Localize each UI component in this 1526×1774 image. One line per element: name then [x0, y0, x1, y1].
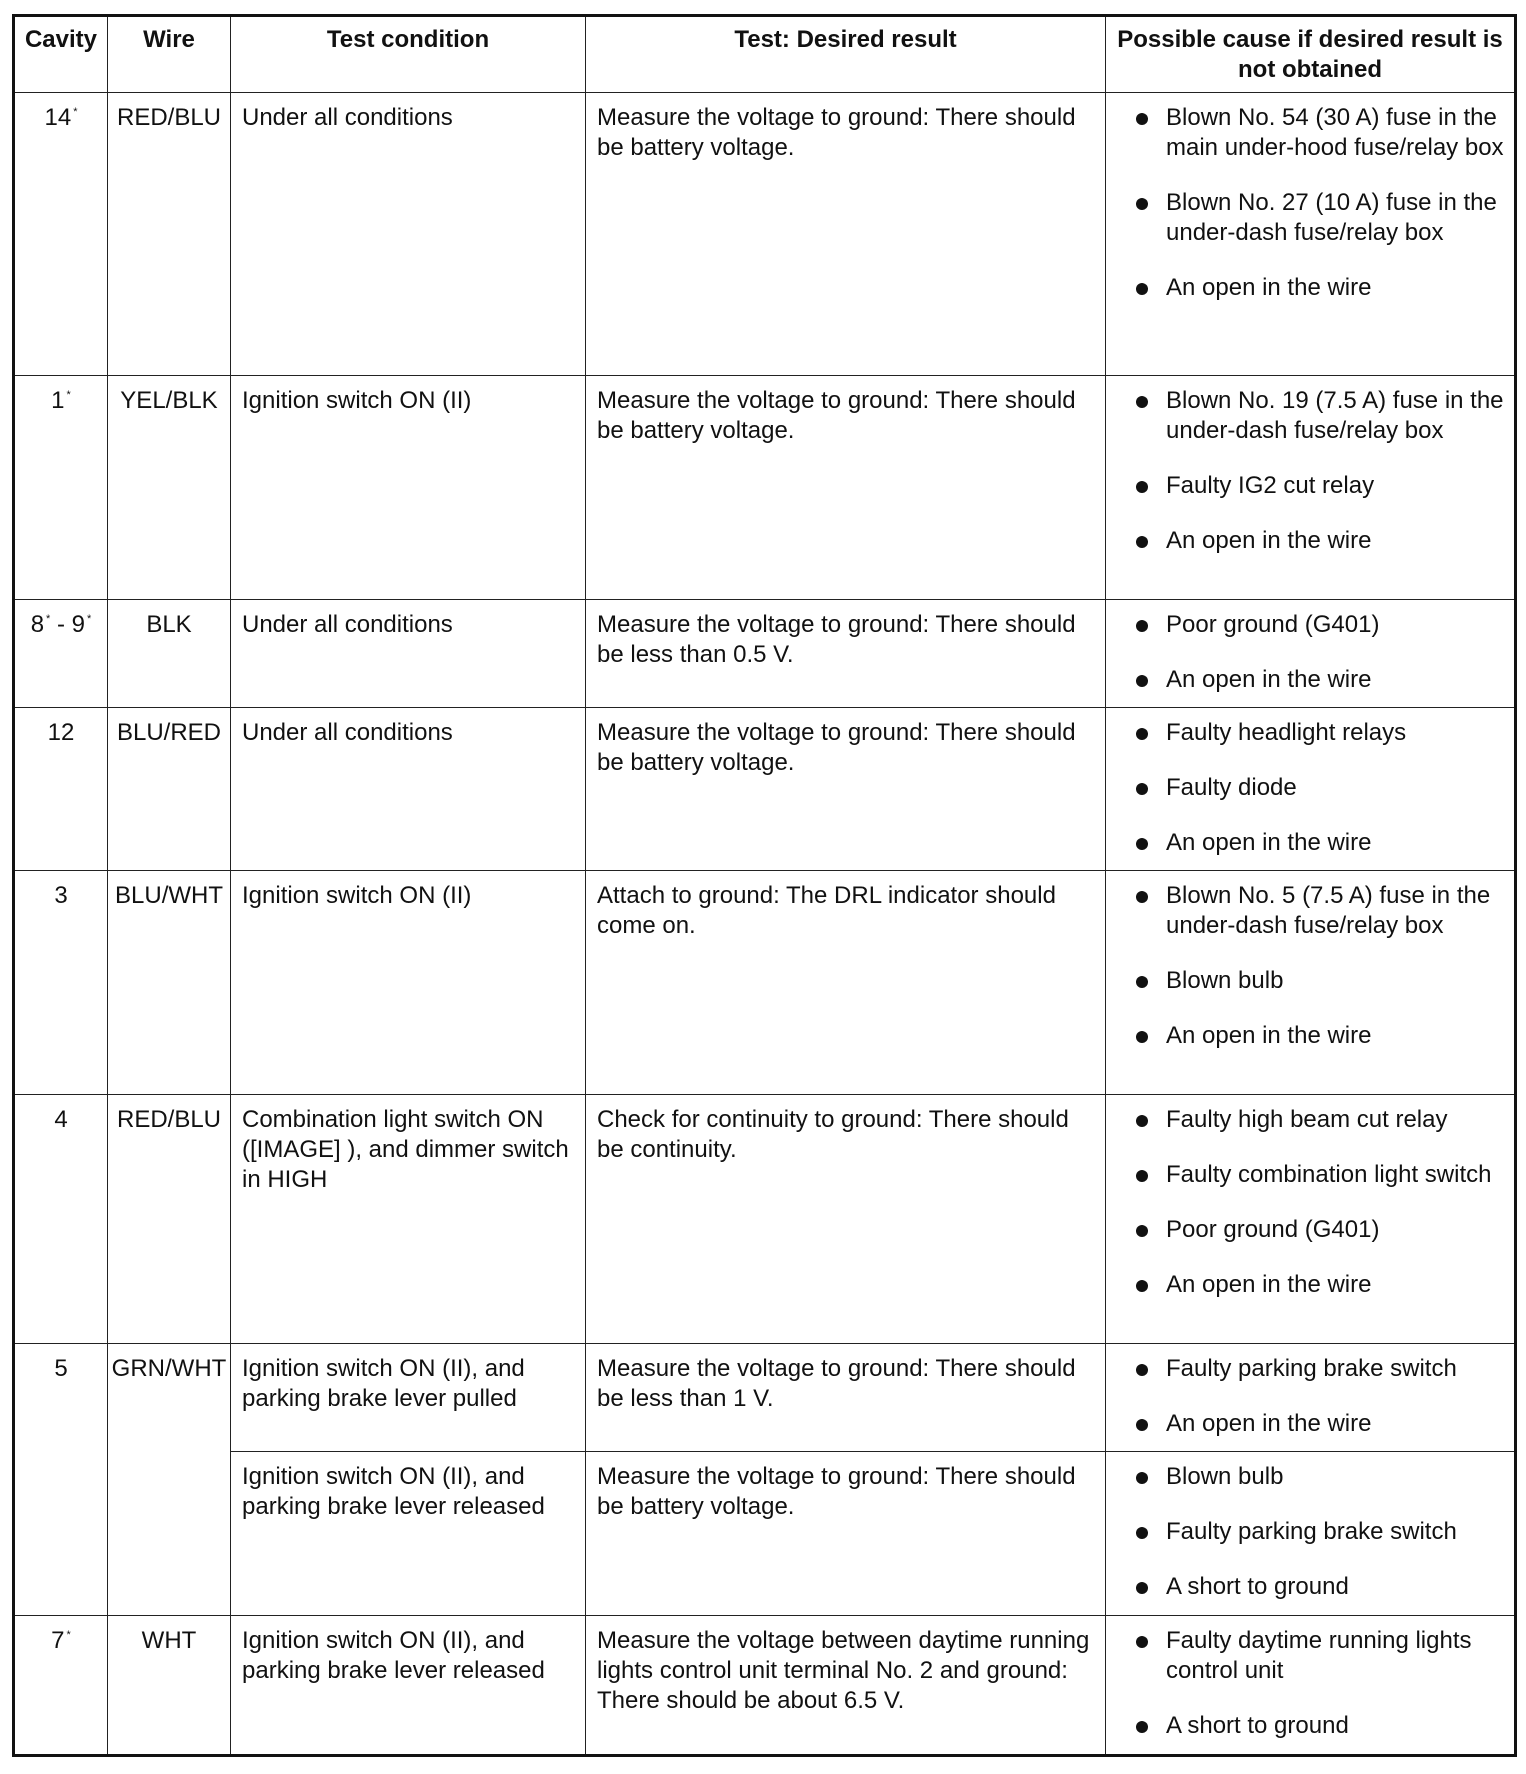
cause-text: Blown bulb [1166, 1463, 1284, 1490]
result-cell: Measure the voltage to ground: There should be battery voltage. [586, 93, 1106, 376]
cavity-number: 8 [30, 611, 45, 638]
cause-list [1126, 386, 1506, 556]
result-cell: Measure the voltage to ground: There should be battery voltage. [586, 1452, 1106, 1616]
cause-item [1126, 828, 1506, 858]
cause-text: Faulty daytime running lights control unit [1166, 1627, 1472, 1684]
cause-text: Blown No. 5 (7.5 A) fuse in the under-dash fuse/relay box [1166, 882, 1491, 939]
wire-cell: BLK [108, 600, 231, 708]
wire-cell: BLU/WHT [108, 871, 231, 1095]
cavity-cell [14, 93, 108, 376]
condition-cell: Under all conditions [231, 708, 586, 871]
cause-cell [1106, 871, 1516, 1095]
cause-item [1126, 471, 1506, 501]
bullet-icon [1136, 783, 1148, 795]
cause-item [1126, 1462, 1506, 1492]
cause-item [1126, 1517, 1506, 1547]
bullet-icon [1136, 1170, 1148, 1182]
cause-text: Faulty headlight relays [1166, 719, 1407, 746]
cavity-cell [14, 376, 108, 600]
cause-text: An open in the wire [1166, 274, 1372, 301]
cause-item [1126, 188, 1506, 248]
header-possible-cause: Possible cause if desired result is not obtained [1106, 16, 1516, 93]
cause-text: An open in the wire [1166, 666, 1372, 693]
cause-text: Faulty high beam cut relay [1166, 1106, 1448, 1133]
bullet-icon [1136, 113, 1148, 125]
cause-cell [1106, 1616, 1516, 1756]
cause-list [1126, 1626, 1506, 1741]
cause-text: Blown bulb [1166, 967, 1284, 994]
cause-item [1126, 1160, 1506, 1190]
cavity-separator: - [50, 611, 72, 638]
cause-item [1126, 1270, 1506, 1300]
condition-cell: Combination light switch ON ([IMAGE] ), and dimmer switch in HIGH [231, 1095, 586, 1344]
bullet-icon [1136, 1582, 1148, 1594]
result-cell: Measure the voltage between daytime running lights control unit terminal No. 2 and ground: There should be about 6.5 V. [586, 1616, 1106, 1756]
result-cell: Measure the voltage to ground: There should be battery voltage. [586, 708, 1106, 871]
cavity-number: 12 [47, 719, 75, 746]
cause-item [1126, 103, 1506, 163]
cavity-mark: * [66, 1629, 71, 1641]
table-row [14, 1344, 1516, 1452]
wire-cell: RED/BLU [108, 93, 231, 376]
cavity-number: 1 [51, 387, 65, 414]
bullet-icon [1136, 675, 1148, 687]
cause-text: An open in the wire [1166, 1271, 1372, 1298]
cavity-number: 5 [54, 1355, 68, 1382]
cause-list [1126, 881, 1506, 1051]
cause-item [1126, 773, 1506, 803]
cavity-cell [14, 1095, 108, 1344]
cause-item [1126, 966, 1506, 996]
bullet-icon [1136, 620, 1148, 632]
bullet-icon [1136, 728, 1148, 740]
cause-item [1126, 273, 1506, 303]
cause-item [1126, 1626, 1506, 1686]
cause-item [1126, 1215, 1506, 1245]
cause-list [1126, 103, 1506, 303]
condition-cell: Under all conditions [231, 93, 586, 376]
bullet-icon [1136, 1527, 1148, 1539]
cause-cell [1106, 708, 1516, 871]
cause-text: Blown No. 27 (10 A) fuse in the under-dash fuse/relay box [1166, 189, 1497, 246]
troubleshooting-table [12, 14, 1517, 1757]
cause-text: An open in the wire [1166, 1022, 1372, 1049]
header-cavity: Cavity [14, 16, 108, 93]
bullet-icon [1136, 976, 1148, 988]
cause-text: Poor ground (G401) [1166, 611, 1380, 638]
bullet-icon [1136, 1472, 1148, 1484]
cause-item [1126, 1354, 1506, 1384]
cause-item [1126, 1572, 1506, 1602]
wire-cell: YEL/BLK [108, 376, 231, 600]
cause-item [1126, 1711, 1506, 1741]
cavity-number: 3 [54, 882, 68, 909]
cavity-cell [14, 708, 108, 871]
condition-cell: Ignition switch ON (II) [231, 871, 586, 1095]
table-row [14, 1095, 1516, 1344]
table-row [14, 376, 1516, 600]
cause-list [1126, 1354, 1506, 1439]
cause-item [1126, 718, 1506, 748]
cause-list [1126, 718, 1506, 858]
cause-text: A short to ground [1166, 1573, 1349, 1600]
cause-text: Faulty combination light switch [1166, 1161, 1492, 1188]
cause-text: A short to ground [1166, 1712, 1349, 1739]
cause-item [1126, 1105, 1506, 1135]
cause-cell [1106, 93, 1516, 376]
bullet-icon [1136, 481, 1148, 493]
cause-cell [1106, 376, 1516, 600]
cause-text: Blown No. 19 (7.5 A) fuse in the under-dash fuse/relay box [1166, 387, 1504, 444]
cause-cell [1106, 1095, 1516, 1344]
cause-text: Blown No. 54 (30 A) fuse in the main under-hood fuse/relay box [1166, 104, 1504, 161]
cause-text: Faulty parking brake switch [1166, 1355, 1457, 1382]
cavity-cell [14, 600, 108, 708]
cause-item [1126, 1409, 1506, 1439]
cause-list [1126, 1105, 1506, 1300]
bullet-icon [1136, 1721, 1148, 1733]
bullet-icon [1136, 1419, 1148, 1431]
wire-cell: BLU/RED [108, 708, 231, 871]
wire-cell: GRN/WHT [108, 1344, 231, 1616]
cause-text: Poor ground (G401) [1166, 1216, 1380, 1243]
condition-cell: Ignition switch ON (II) [231, 376, 586, 600]
result-cell: Measure the voltage to ground: There should be less than 0.5 V. [586, 600, 1106, 708]
cause-text: An open in the wire [1166, 527, 1372, 554]
cavity-number: 7 [51, 1627, 65, 1654]
cavity-cell [14, 1344, 108, 1616]
result-cell: Check for continuity to ground: There should be continuity. [586, 1095, 1106, 1344]
cause-item [1126, 610, 1506, 640]
cause-item [1126, 665, 1506, 695]
cause-item [1126, 526, 1506, 556]
table-row [14, 1616, 1516, 1756]
cavity-number: 4 [54, 1106, 68, 1133]
bullet-icon [1136, 838, 1148, 850]
bullet-icon [1136, 198, 1148, 210]
bullet-icon [1136, 1636, 1148, 1648]
cavity-mark: * [46, 613, 51, 625]
table-row [14, 1452, 1516, 1616]
header-test-condition: Test condition [231, 16, 586, 93]
cause-item [1126, 881, 1506, 941]
cavity-cell [14, 871, 108, 1095]
cavity-cell [14, 1616, 108, 1756]
result-cell: Attach to ground: The DRL indicator should come on. [586, 871, 1106, 1095]
cavity-mark: * [87, 613, 92, 625]
condition-cell: Ignition switch ON (II), and parking brake lever released [231, 1452, 586, 1616]
bullet-icon [1136, 1031, 1148, 1043]
condition-cell: Under all conditions [231, 600, 586, 708]
bullet-icon [1136, 283, 1148, 295]
cause-cell [1106, 1344, 1516, 1452]
result-cell: Measure the voltage to ground: There should be battery voltage. [586, 376, 1106, 600]
cause-text: Faulty IG2 cut relay [1166, 472, 1375, 499]
bullet-icon [1136, 536, 1148, 548]
cause-text: Faulty parking brake switch [1166, 1518, 1457, 1545]
wire-cell: RED/BLU [108, 1095, 231, 1344]
cause-cell [1106, 600, 1516, 708]
cause-list [1126, 1462, 1506, 1602]
table-row [14, 871, 1516, 1095]
result-cell: Measure the voltage to ground: There should be less than 1 V. [586, 1344, 1106, 1452]
table-row [14, 708, 1516, 871]
cause-text: An open in the wire [1166, 829, 1372, 856]
header-wire: Wire [108, 16, 231, 93]
cavity-number: 9 [71, 611, 86, 638]
condition-cell: Ignition switch ON (II), and parking brake lever pulled [231, 1344, 586, 1452]
bullet-icon [1136, 1225, 1148, 1237]
cause-text: Faulty diode [1166, 774, 1297, 801]
bullet-icon [1136, 396, 1148, 408]
cavity-number: 14 [44, 104, 72, 131]
bullet-icon [1136, 1115, 1148, 1127]
bullet-icon [1136, 1364, 1148, 1376]
cause-text: An open in the wire [1166, 1410, 1372, 1437]
table-row [14, 93, 1516, 376]
wire-cell: WHT [108, 1616, 231, 1756]
table-row [14, 600, 1516, 708]
cause-item [1126, 386, 1506, 446]
bullet-icon [1136, 891, 1148, 903]
cavity-mark: * [66, 389, 71, 401]
cause-list [1126, 610, 1506, 695]
cavity-mark: * [73, 106, 78, 118]
condition-cell: Ignition switch ON (II), and parking brake lever released [231, 1616, 586, 1756]
cause-cell [1106, 1452, 1516, 1616]
bullet-icon [1136, 1280, 1148, 1292]
cause-item [1126, 1021, 1506, 1051]
header-row [14, 16, 1516, 93]
header-desired-result: Test: Desired result [586, 16, 1106, 93]
